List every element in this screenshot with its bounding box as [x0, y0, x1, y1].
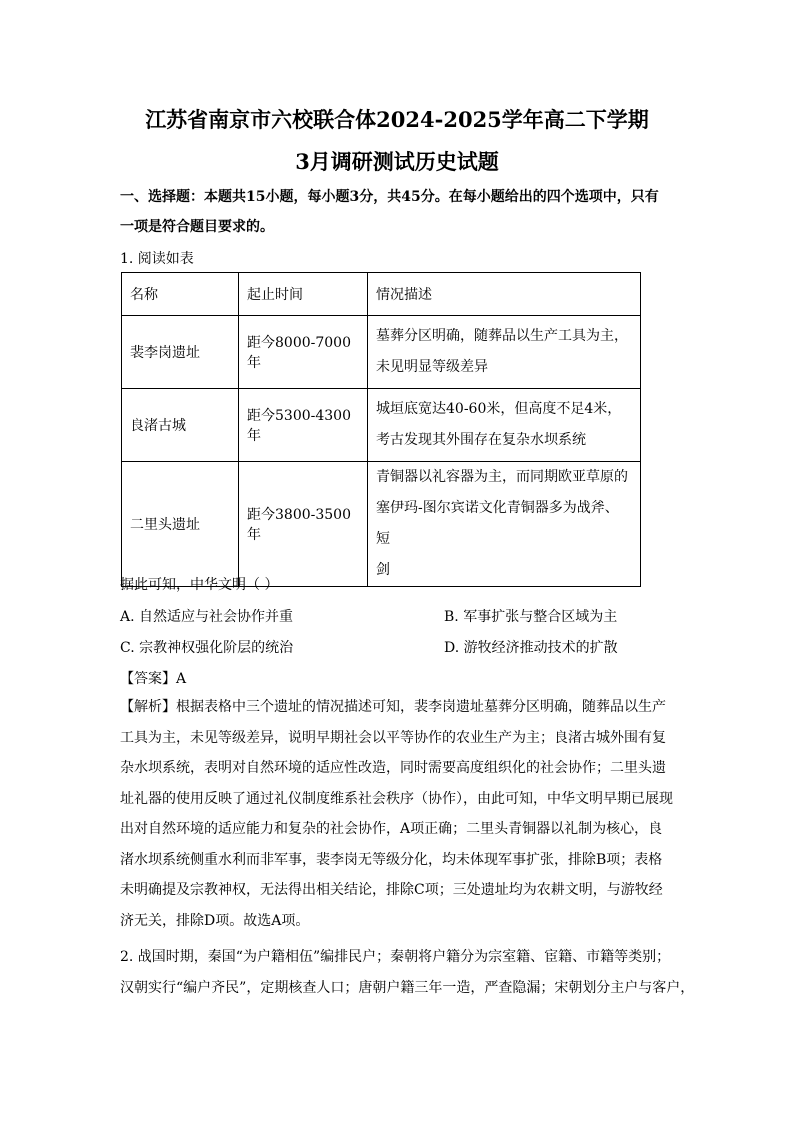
table-cell-time: 距今8000-7000年	[239, 316, 368, 389]
q1-analysis	[120, 692, 680, 936]
table-header-cell: 起止时间	[239, 273, 368, 316]
desc-line: 塞伊玛-图尔宾诺文化青铜器多为战斧、短	[376, 500, 619, 547]
section-instructions-line1: 一、选择题：本题共15小题，每小题3分，共45分。在每小题给出的四个选项中，只有	[120, 189, 659, 205]
desc-line: 未见明显等级差异	[376, 359, 488, 375]
analysis-line: 出对自然环境的适应能力和复杂的社会协作，A项正确；二里头青铜器以礼制为核心，良	[120, 821, 663, 837]
q1-option-d: D. 游牧经济推动技术的扩散	[444, 640, 618, 656]
q1-question: 据此可知，中华文明（ ）	[120, 577, 279, 593]
table-cell-desc	[368, 389, 641, 462]
q1-option-c: C. 宗教神权强化阶层的统治	[120, 640, 294, 656]
q1-option-b: B. 军事扩张与整合区域为主	[444, 609, 618, 625]
table-cell-name: 裴李岗遗址	[122, 316, 239, 389]
table-cell-desc	[368, 316, 641, 389]
desc-line: 考古发现其外围存在复杂水坝系统	[376, 432, 586, 448]
desc-line: 青铜器以礼容器为主，而同期欧亚草原的	[376, 469, 628, 485]
desc-line: 城垣底宽达40-60米，但高度不足4米，	[376, 401, 622, 417]
q1-answer: 【答案】A	[120, 671, 187, 687]
table-row	[122, 316, 641, 389]
desc-line: 墓葬分区明确，随葬品以生产工具为主，	[376, 328, 628, 344]
table-header-row	[122, 273, 641, 316]
analysis-line: 址礼器的使用反映了通过礼仪制度维系社会秩序（协作），由此可知，中华文明早期已展现	[120, 790, 673, 807]
table-cell-desc	[368, 462, 641, 587]
table-cell-time: 距今5300-4300年	[239, 389, 368, 462]
q2-line: 汉朝实行“编户齐民”，定期核查人口；唐朝户籍三年一造，严查隐漏；宋朝划分主户与客户，	[120, 979, 695, 996]
section-instructions-line2: 一项是符合题目要求的。	[120, 219, 274, 235]
desc-line: 剑	[376, 562, 390, 578]
table-header-cell: 名称	[122, 273, 239, 316]
analysis-line: 【解析】根据表格中三个遗址的情况描述可知，裴李岗遗址墓葬分区明确，随葬品以生产	[120, 699, 666, 715]
analysis-line: 未明确提及宗教神权，无法得出相关结论，排除C项；三处遗址均为农耕文明，与游牧经	[120, 882, 663, 898]
table-cell-name: 良渚古城	[122, 389, 239, 462]
table-row	[122, 462, 641, 587]
analysis-line: 工具为主，未见等级差异，说明早期社会以平等协作的农业生产为主；良渚古城外围有复	[120, 729, 666, 746]
document-title-line1: 江苏省南京市六校联合体2024-2025学年高二下学期	[145, 107, 649, 132]
table-cell-name: 二里头遗址	[122, 462, 239, 587]
q2-stem	[120, 942, 695, 1003]
table-cell-time: 距今3800-3500年	[239, 462, 368, 587]
q1-stem: 1. 阅读如表	[120, 251, 194, 267]
analysis-line: 杂水坝系统，表明对自然环境的适应性改造，同时需要高度组织化的社会协作；二里头遗	[120, 760, 666, 776]
q1-table	[121, 272, 641, 587]
table-header-cell: 情况描述	[368, 273, 641, 316]
q1-option-a: A. 自然适应与社会协作并重	[120, 609, 294, 625]
table-row	[122, 389, 641, 462]
analysis-line: 济无关，排除D项。故选A项。	[120, 912, 310, 929]
analysis-line: 渚水坝系统侧重水利而非军事，裴李岗无等级分化，均未体现军事扩张，排除B项；表格	[120, 851, 663, 868]
document-title-line2: 3月调研测试历史试题	[295, 149, 499, 174]
q2-line: 2. 战国时期，秦国“为户籍相伍”编排民户；秦朝将户籍分为宗室籍、宦籍、市籍等类别；	[120, 949, 671, 965]
